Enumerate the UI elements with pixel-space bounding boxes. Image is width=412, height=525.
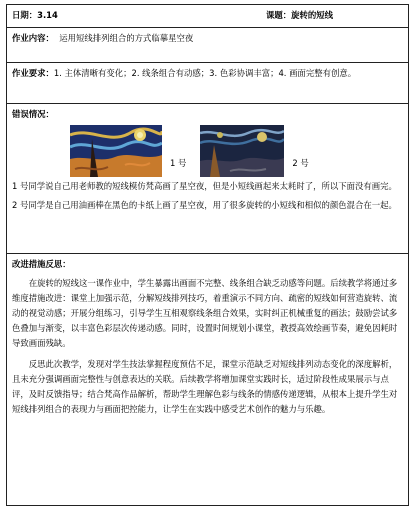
date-value: 3.14	[37, 10, 58, 20]
requirements-text: 1. 主体清晰有变化；2. 线条组合有动感；3. 色彩协调丰富；4. 画面完整有创意。	[53, 68, 357, 78]
date-label: 日期：	[12, 10, 38, 20]
image-2-number: 2 号	[292, 158, 309, 168]
title-label: 课题：	[266, 10, 292, 20]
title-value: 旋转的短线	[291, 10, 333, 20]
content-cell	[7, 28, 409, 63]
improve-label: 改进措施反思：	[12, 259, 71, 269]
requirements-label: 作业要求：	[12, 68, 54, 78]
errors-cell	[7, 104, 409, 254]
errors-row	[7, 104, 409, 254]
student-artwork-2-image	[200, 125, 284, 177]
content-row	[7, 28, 409, 63]
title-field	[266, 8, 333, 23]
improve-row	[7, 254, 409, 506]
content-text: 运用短线排列组合的方式临摹星空夜	[59, 33, 194, 43]
improve-cell	[7, 254, 409, 506]
header-row	[7, 5, 409, 28]
improve-paragraph-1: 在旋转的短线这一课作业中，学生暴露出画面不完整、线条组合缺乏动感等问题。后续教学将通过多维度措施改进：课堂上加强示范，分解短线排列技巧，着重演示不同方向、疏密的短线如何营造旋转、流动的视觉动感；开展分组练习，引导学生互相观察线条组合效果，实时纠正机械重复的画法；鼓励尝试多色叠加与渐变，以丰富色彩层次传递动感。同时，设置时间规划小课堂，教授高效绘画节奏，避免因耗时导致画面残缺。	[12, 278, 398, 348]
content-label: 作业内容：	[12, 33, 54, 43]
errors-label: 错误情况：	[12, 109, 54, 119]
error-case-1: 1 号同学说自己用老师教的短线模仿梵高画了星空夜，但是小短线画起来太耗时了，所以下面没有画完。	[12, 181, 397, 191]
date-field	[12, 8, 58, 23]
requirements-cell	[7, 63, 409, 104]
image-1-number: 1 号	[170, 158, 187, 168]
homework-table	[6, 4, 409, 506]
student-artwork-1-image	[70, 125, 162, 177]
requirements-row	[7, 63, 409, 104]
student-images	[12, 123, 403, 177]
header-cell	[7, 5, 409, 28]
error-case-2: 2 号同学是自己用油画棒在黑色的卡纸上画了星空夜，用了很多旋转的小短线和相似的颜色混合在一起。	[12, 200, 397, 210]
improve-paragraph-2: 反思此次教学，发现对学生技法掌握程度预估不足，课堂示范缺乏对短线排列动态变化的深度解析，且未充分强调画面完整性与创意表达的关联。后续教学将增加课堂实践时长，适过阶段性成果展示与点评，及时反馈指导；结合梵高作品解析，帮助学生理解色彩与线条的情感传递逻辑，从根本上提升学生对短线排列组合的表现力与画面把控能力，让学生在实践中感受艺术创作的魅力与乐趣。	[12, 359, 398, 414]
